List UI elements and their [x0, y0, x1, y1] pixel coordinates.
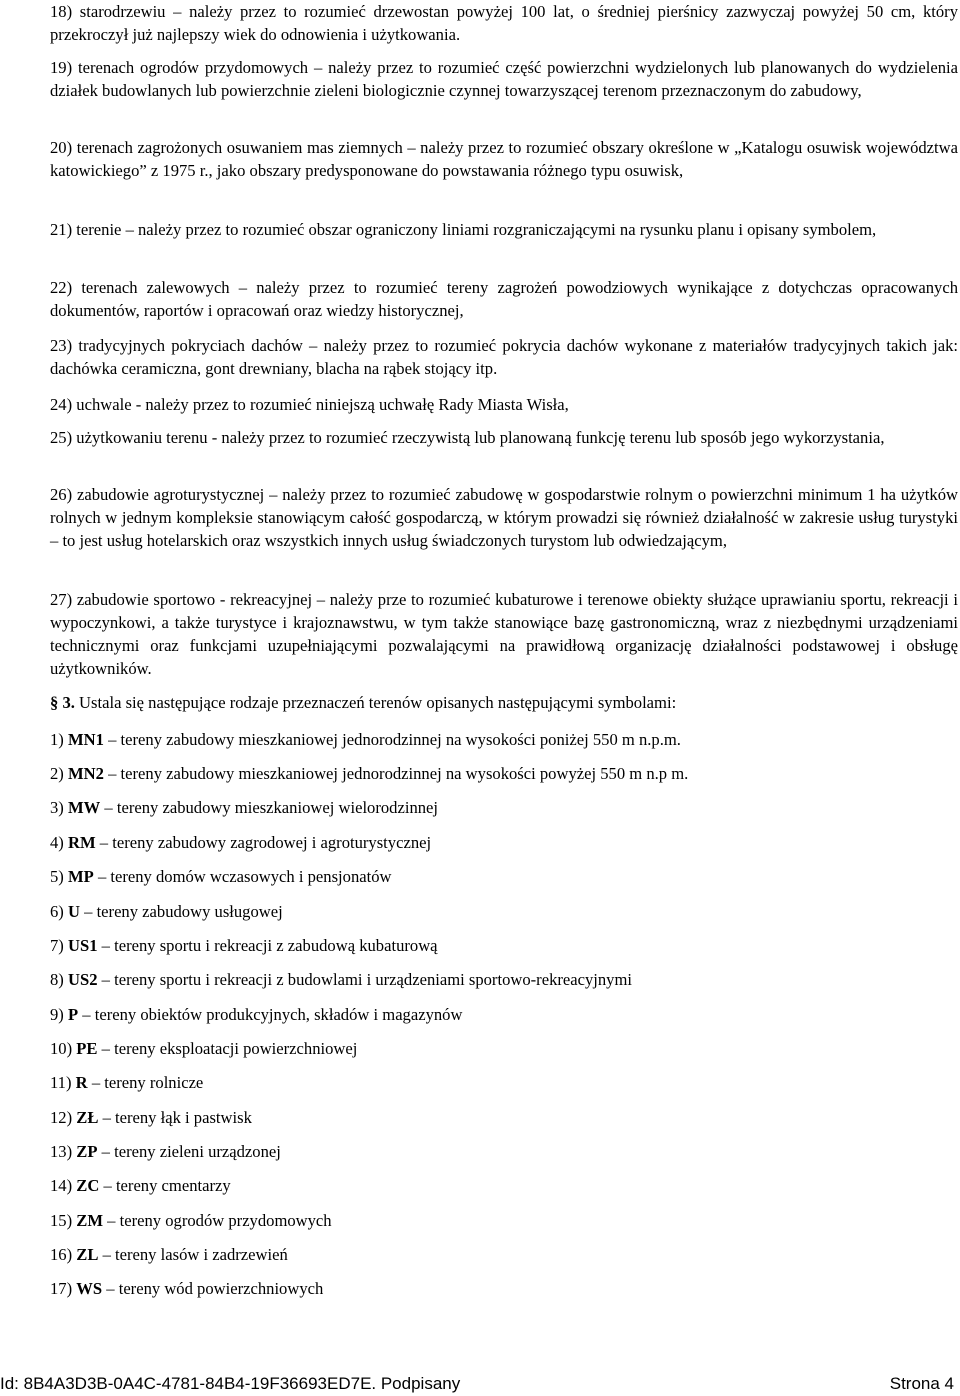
symbol-description: – tereny obiektów produkcyjnych, składów i magazynów — [82, 1005, 463, 1024]
definition-text: starodrzewiu – należy przez to rozumieć drzewostan powyżej 100 lat, o średniej pierśnicy zazwyczaj powyżej 50 cm, który przekroczył już najlepszy wiek do odnowienia i użytkowania. — [50, 2, 959, 44]
symbol-code: WS — [76, 1279, 103, 1298]
symbol-description: – tereny lasów i zadrzewień — [102, 1245, 288, 1264]
symbol-item — [50, 1106, 958, 1129]
definition-item — [50, 393, 958, 416]
symbol-item — [50, 1209, 958, 1232]
definition-number: 25) — [50, 428, 73, 447]
symbol-number: 13) — [50, 1142, 73, 1161]
symbol-number: 5) — [50, 867, 64, 886]
definition-number: 21) — [50, 220, 73, 239]
definition-number: 19) — [50, 58, 73, 77]
symbol-code: PE — [76, 1039, 98, 1058]
page-number: Strona 4 — [889, 1374, 954, 1393]
definition-item — [50, 276, 958, 322]
symbol-description: – tereny ogrodów przydomowych — [107, 1211, 332, 1230]
symbol-number: 17) — [50, 1279, 73, 1298]
symbol-code: ZM — [76, 1211, 104, 1230]
definition-text: uchwale - należy przez to rozumieć niniejszą uchwałę Rady Miasta Wisła, — [76, 395, 569, 414]
symbol-item — [50, 900, 958, 923]
definition-text: zabudowie sportowo - rekreacyjnej – należy prze to rozumieć kubaturowe i terenowe obiekty służące uprawianiu sportu, rekreacji i wypoczynkowi, a także turystyce i krajoznawstwu, w tym także stanowiące bazę gastronomiczną, wraz z niezbędnymi urządzeniami technicznymi oraz funkcjami uzupełniającymi pozwalającymi na prawidłową organizację działalności podstawowej i obsługę użytkowników. — [50, 590, 958, 678]
symbol-code: U — [67, 902, 80, 921]
symbol-item — [50, 796, 958, 819]
definition-item — [50, 334, 958, 380]
symbol-item — [50, 831, 958, 854]
symbol-item — [50, 1174, 958, 1197]
symbol-number: 12) — [50, 1108, 73, 1127]
definition-text: terenie – należy przez to rozumieć obszar ograniczony liniami rozgraniczającymi na rysunku planu i opisany symbolem, — [76, 220, 877, 239]
symbol-number: 7) — [50, 936, 64, 955]
definition-item — [50, 588, 958, 680]
definition-text: zabudowie agroturystycznej – należy przez to rozumieć zabudowę w gospodarstwie rolnym o powierzchni minimum 1 ha użytków rolnych w jednym kompleksie stanowiącym całość gospodarczą, w którym prowadzi się również działalność w zakresie usług turystyki – to jest usług hotelarskich oraz wszystkich innych usług świadczonych turystom lub odwiedzającym, — [50, 485, 958, 550]
symbol-item — [50, 1140, 958, 1163]
definition-item — [50, 56, 958, 102]
symbol-number: 9) — [50, 1005, 64, 1024]
symbol-code: ZL — [76, 1245, 99, 1264]
symbol-item — [50, 1071, 958, 1094]
symbol-code: R — [75, 1073, 88, 1092]
symbol-description: – tereny domów wczasowych i pensjonatów — [97, 867, 392, 886]
symbol-code: ZŁ — [76, 1108, 99, 1127]
symbol-code: US2 — [67, 970, 98, 989]
symbol-description: – tereny cmentarzy — [103, 1176, 231, 1195]
symbol-number: 11) — [50, 1073, 72, 1092]
definition-number: 27) — [50, 590, 73, 609]
symbol-description: – tereny zieleni urządzonej — [101, 1142, 281, 1161]
symbol-description: – tereny wód powierzchniowych — [106, 1279, 324, 1298]
symbol-item — [50, 1243, 958, 1266]
symbol-item — [50, 1003, 958, 1026]
definition-item — [50, 426, 958, 449]
symbol-number: 1) — [50, 730, 64, 749]
symbol-description: – tereny eksploatacji powierzchniowej — [101, 1039, 358, 1058]
definition-text: terenach zalewowych – należy przez to rozumieć tereny zagrożeń powodziowych wynikające z dotychczas opracowanych dokumentów, raportów i opracowań oraz wiedzy historycznej, — [50, 278, 959, 320]
definition-number: 20) — [50, 138, 73, 157]
definition-item — [50, 218, 958, 241]
symbol-number: 14) — [50, 1176, 73, 1195]
section-3-heading — [50, 691, 958, 714]
symbol-number: 4) — [50, 833, 64, 852]
symbol-code: MP — [67, 867, 94, 886]
symbol-item — [50, 865, 958, 888]
symbol-number: 8) — [50, 970, 64, 989]
symbol-item — [50, 762, 958, 785]
symbol-description: – tereny zabudowy usługowej — [84, 902, 283, 921]
symbol-number: 10) — [50, 1039, 73, 1058]
section-sign: § 3. — [50, 693, 75, 712]
symbol-item — [50, 1277, 958, 1300]
symbol-description: – tereny łąk i pastwisk — [102, 1108, 252, 1127]
symbol-description: – tereny sportu i rekreacji z budowlami i urządzeniami sportowo-rekreacyjnymi — [101, 970, 632, 989]
definition-item — [50, 0, 958, 46]
definition-item — [50, 136, 958, 182]
symbol-code: MW — [67, 798, 101, 817]
symbol-item — [50, 968, 958, 991]
symbol-description: – tereny sportu i rekreacji z zabudową kubaturową — [101, 936, 438, 955]
symbol-description: – tereny zabudowy mieszkaniowej jednorodzinnej na wysokości poniżej 550 m n.p.m. — [108, 730, 681, 749]
symbol-number: 6) — [50, 902, 64, 921]
symbol-number: 3) — [50, 798, 64, 817]
document-id: Id: 8B4A3D3B-0A4C-4781-84B4-19F36693ED7E. Podpisany — [0, 1374, 461, 1393]
definition-number: 18) — [50, 2, 73, 21]
symbol-item — [50, 728, 958, 751]
symbol-description: – tereny zabudowy zagrodowej i agroturystycznej — [99, 833, 432, 852]
definition-text: użytkowaniu terenu - należy przez to rozumieć rzeczywistą lub planowaną funkcję terenu lub sposób jego wykorzystania, — [76, 428, 885, 447]
symbol-code: RM — [67, 833, 96, 852]
symbol-code: P — [67, 1005, 79, 1024]
symbol-code: MN2 — [67, 764, 104, 783]
definition-text: terenach ogrodów przydomowych – należy przez to rozumieć część powierzchni wydzielonych lub planowanych do wydzielenia działek budowlanych lub powierzchnie zieleni biologicznie czynnej towarzyszącej terenom przeznaczonym do zabudowy, — [50, 58, 958, 100]
symbol-item — [50, 1037, 958, 1060]
definition-item — [50, 483, 958, 552]
symbol-description: – tereny zabudowy mieszkaniowej jednorodzinnej na wysokości powyżej 550 m n.p m. — [108, 764, 689, 783]
symbol-code: MN1 — [67, 730, 104, 749]
definition-text: tradycyjnych pokryciach dachów – należy przez to rozumieć pokrycia dachów wykonane z materiałów tradycyjnych takich jak: dachówka ceramiczna, gont drewniany, blacha na rąbek stojący itp. — [50, 336, 959, 378]
symbol-code: ZP — [76, 1142, 98, 1161]
symbol-code: ZC — [76, 1176, 100, 1195]
symbol-code: US1 — [67, 936, 98, 955]
section-3-text: Ustala się następujące rodzaje przeznaczeń terenów opisanych następującymi symbolami: — [79, 693, 677, 712]
definition-number: 22) — [50, 278, 73, 297]
symbol-item — [50, 934, 958, 957]
symbol-number: 15) — [50, 1211, 73, 1230]
definition-number: 24) — [50, 395, 73, 414]
symbol-number: 2) — [50, 764, 64, 783]
definition-text: terenach zagrożonych osuwaniem mas ziemnych – należy przez to rozumieć obszary określone w „Katalogu osuwisk województwa katowickiego” z 1975 r., jako obszary predysponowane do powstawania różnego typu osuwisk, — [50, 138, 958, 180]
symbol-number: 16) — [50, 1245, 73, 1264]
definition-number: 26) — [50, 485, 73, 504]
symbol-description: – tereny zabudowy mieszkaniowej wielorodzinnej — [104, 798, 439, 817]
definition-number: 23) — [50, 336, 73, 355]
symbol-description: – tereny rolnicze — [91, 1073, 204, 1092]
